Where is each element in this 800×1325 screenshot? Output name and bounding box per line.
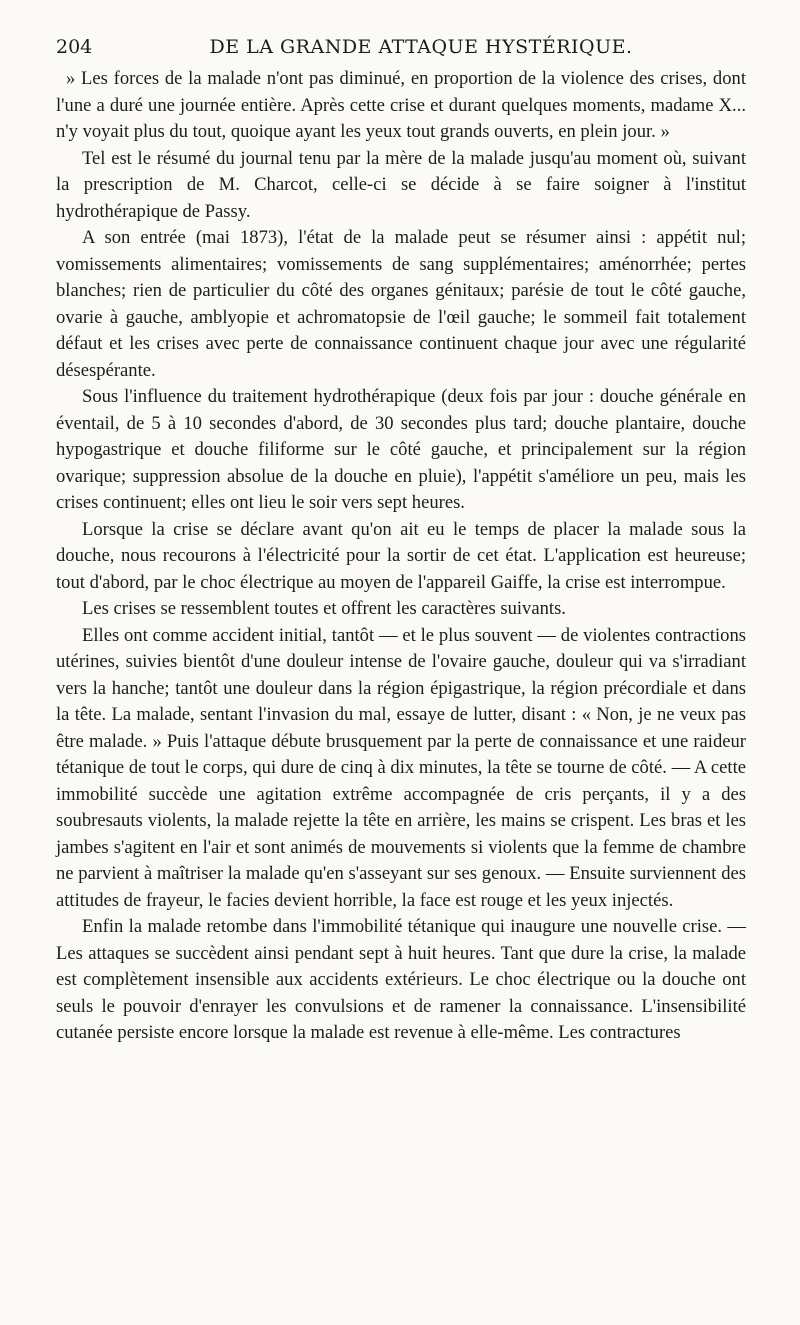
- running-title: DE LA GRANDE ATTAQUE HYSTÉRIQUE.: [209, 36, 633, 58]
- paragraph-crisis-description: Elles ont comme accident initial, tantôt — et le plus souvent — de violentes contractions utérines, suivies bientôt d'une douleur intense de l'ovaire gauche, douleur qui va s'irradiant vers la hanche; tantôt une douleur dans la région épigastrique, la région précordiale et dans la tête. La malade, sentant l'invasion du mal, essaye de lutter, disant : « Non, je ne veux pas être malade. » Puis l'attaque débute brusquement par la perte de connaissance et une raideur tétanique de tout le corps, qui dure de cinq à dix minutes, la tête se tourne de côté. — A cette immobilité succède une agitation extrême accompagnée de cris perçants, il y a des soubresauts violents, la malade rejette la tête en arrière, les mains se crispent. Les bras et les jambes s'agitent en l'air et sont animés de mouvements si violents que la femme de chambre ne parvient à maîtriser la malade qu'en s'asseyant sur ses genoux. — Ensuite surviennent des attitudes de frayeur, le facies devient horrible, la face est rouge et les yeux injectés.: [56, 624, 746, 911]
- body-text: [56, 66, 746, 1047]
- paragraph-quote-end: » Les forces de la malade n'ont pas diminué, en proportion de la violence des crises, dont l'une a duré une journée entière. Après cette crise et durant quelques moments, madame X... n'y voyait plus du tout, quoique ayant les yeux tout grands ouverts, en plein jour. »: [56, 68, 746, 142]
- page-header: [56, 36, 746, 66]
- paragraph-admission-state: A son entrée (mai 1873), l'état de la malade peut se résumer ainsi : appétit nul; vomissements alimentaires; vomissements de sang supplémentaires; aménorrhée; pertes blanches; rien de particulier du côté des organes génitaux; parésie de tout le côté gauche, ovarie à gauche, amblyopie et achromatopsie de l'œil gauche; le sommeil fait totalement défaut et les crises avec perte de connaissance continuent chaque jour avec une régularité désespérante.: [56, 227, 746, 381]
- paragraph-electricity: Lorsque la crise se déclare avant qu'on ait eu le temps de placer la malade sous la douche, nous recourons à l'électricité pour la sortir de cet état. L'application est heureuse; tout d'abord, par le choc électrique au moyen de l'appareil Gaiffe, la crise est interrompue.: [56, 518, 746, 593]
- paragraph-crisis-end: Enfin la malade retombe dans l'immobilité tétanique qui inaugure une nouvelle crise. — Les attaques se succèdent ainsi pendant sept à huit heures. Tant que dure la crise, la malade est complètement insensible aux accidents extérieurs. Le choc électrique ou la douche ont seuls le pouvoir d'enrayer les convulsions et de ramener la connaissance. L'insensibilité cutanée persiste encore lorsque la malade est revenue à elle-même. Les contractures: [56, 916, 746, 1043]
- paragraph-hydrotherapy: Sous l'influence du traitement hydrothérapique (deux fois par jour : douche générale en éventail, de 5 à 10 secondes d'abord, de 30 secondes plus tard; douche plantaire, douche hypogastrique et douche filiforme sur le côté gauche, et principalement sur la région ovarique; suppression absolue de la douche en pluie), l'appétit s'améliore un peu, mais les crises continuent; elles ont lieu le soir vers sept heures.: [56, 386, 746, 513]
- page-number: 204: [56, 36, 93, 58]
- paragraph-journal-summary: Tel est le résumé du journal tenu par la mère de la malade jusqu'au moment où, suivant la prescription de M. Charcot, celle-ci se décide à se faire soigner à l'institut hydrothérapique de Passy.: [56, 147, 746, 222]
- paragraph-crises-resemble: Les crises se ressemblent toutes et offrent les caractères suivants.: [82, 598, 566, 619]
- page: [56, 36, 746, 1047]
